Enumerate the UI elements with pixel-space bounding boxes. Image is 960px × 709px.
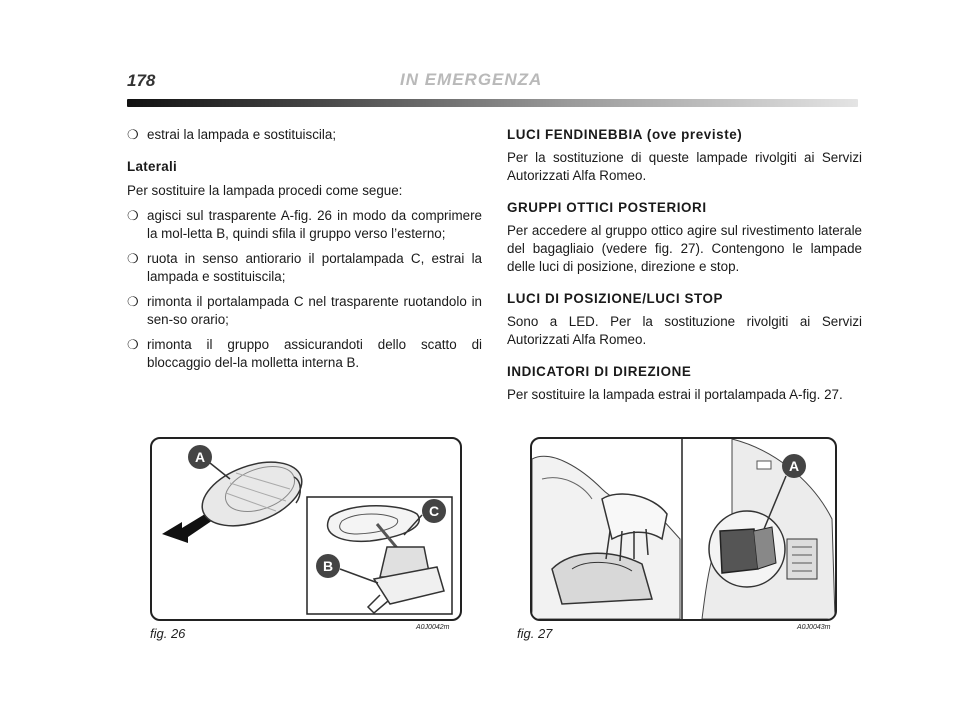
callout-c-label: C bbox=[428, 503, 440, 519]
section-block bbox=[507, 199, 862, 276]
bullet-icon: ❍ bbox=[127, 337, 139, 352]
section-text: Sono a LED. Per la sostituzione rivolgiti ai Servizi Autorizzati Alfa Romeo. bbox=[507, 314, 862, 347]
section-text: Per accedere al gruppo ottico agire sul rivestimento laterale del bagagliaio (vedere fig. 27). Contengono le lampade delle luci di posizione, direzione e stop. bbox=[507, 223, 862, 274]
list-item-text: rimonta il gruppo assicurandoti dello scatto di bloccaggio del-la molletta interna B. bbox=[147, 337, 482, 370]
section-block bbox=[507, 363, 862, 404]
section-title: IN EMERGENZA bbox=[400, 70, 543, 89]
bullet-icon: ❍ bbox=[127, 127, 139, 142]
trunk-light-illustration bbox=[532, 439, 835, 619]
list-item-text: rimonta il portalampada C nel trasparente ruotandolo in sen-so orario; bbox=[147, 294, 482, 327]
figure-27 bbox=[530, 437, 837, 621]
section-block bbox=[507, 126, 862, 185]
figure-26-caption: fig. 26 bbox=[150, 626, 186, 641]
left-column bbox=[127, 126, 482, 379]
list-item bbox=[127, 293, 482, 329]
bullet-icon: ❍ bbox=[127, 251, 139, 266]
figure-26-code: A0J0042m bbox=[416, 624, 450, 631]
figure-26 bbox=[150, 437, 462, 621]
list-item-text: ruota in senso antiorario il portalampada C, estrai la lampada e sostituiscila; bbox=[147, 251, 482, 284]
header-rule bbox=[127, 99, 858, 107]
section-block bbox=[507, 290, 862, 349]
section-heading: INDICATORI DI DIREZIONE bbox=[507, 364, 692, 379]
list-item bbox=[127, 336, 482, 372]
callout-a-label: A bbox=[194, 449, 206, 465]
bullet-icon: ❍ bbox=[127, 294, 139, 309]
right-column bbox=[507, 126, 862, 418]
list-item-text: estrai la lampada e sostituiscila; bbox=[147, 127, 337, 142]
section-heading: LUCI DI POSIZIONE/LUCI STOP bbox=[507, 291, 724, 306]
bullet-icon: ❍ bbox=[127, 208, 139, 223]
list-item bbox=[127, 207, 482, 243]
section-text: Per sostituire la lampada estrai il portalampada A-fig. 27. bbox=[507, 387, 843, 402]
page-number: 178 bbox=[127, 71, 156, 90]
side-light-illustration bbox=[152, 439, 460, 619]
section-text: Per la sostituzione di queste lampade rivolgiti ai Servizi Autorizzati Alfa Romeo. bbox=[507, 150, 862, 183]
list-item-text: agisci sul trasparente A-fig. 26 in modo da comprimere la mol-letta B, quindi sfila il gruppo verso l’esterno; bbox=[147, 208, 482, 241]
figure-27-code: A0J0043m bbox=[797, 624, 831, 631]
callout-a-label: A bbox=[788, 458, 800, 474]
figure-27-caption: fig. 27 bbox=[517, 626, 553, 641]
section-heading: GRUPPI OTTICI POSTERIORI bbox=[507, 200, 707, 215]
intro-text: Per sostituire la lampada procedi come segue: bbox=[127, 183, 403, 198]
callout-b-label: B bbox=[322, 558, 334, 574]
list-item bbox=[127, 126, 482, 144]
section-heading: LUCI FENDINEBBIA (ove previste) bbox=[507, 127, 743, 142]
list-item bbox=[127, 250, 482, 286]
subheading: Laterali bbox=[127, 159, 178, 174]
